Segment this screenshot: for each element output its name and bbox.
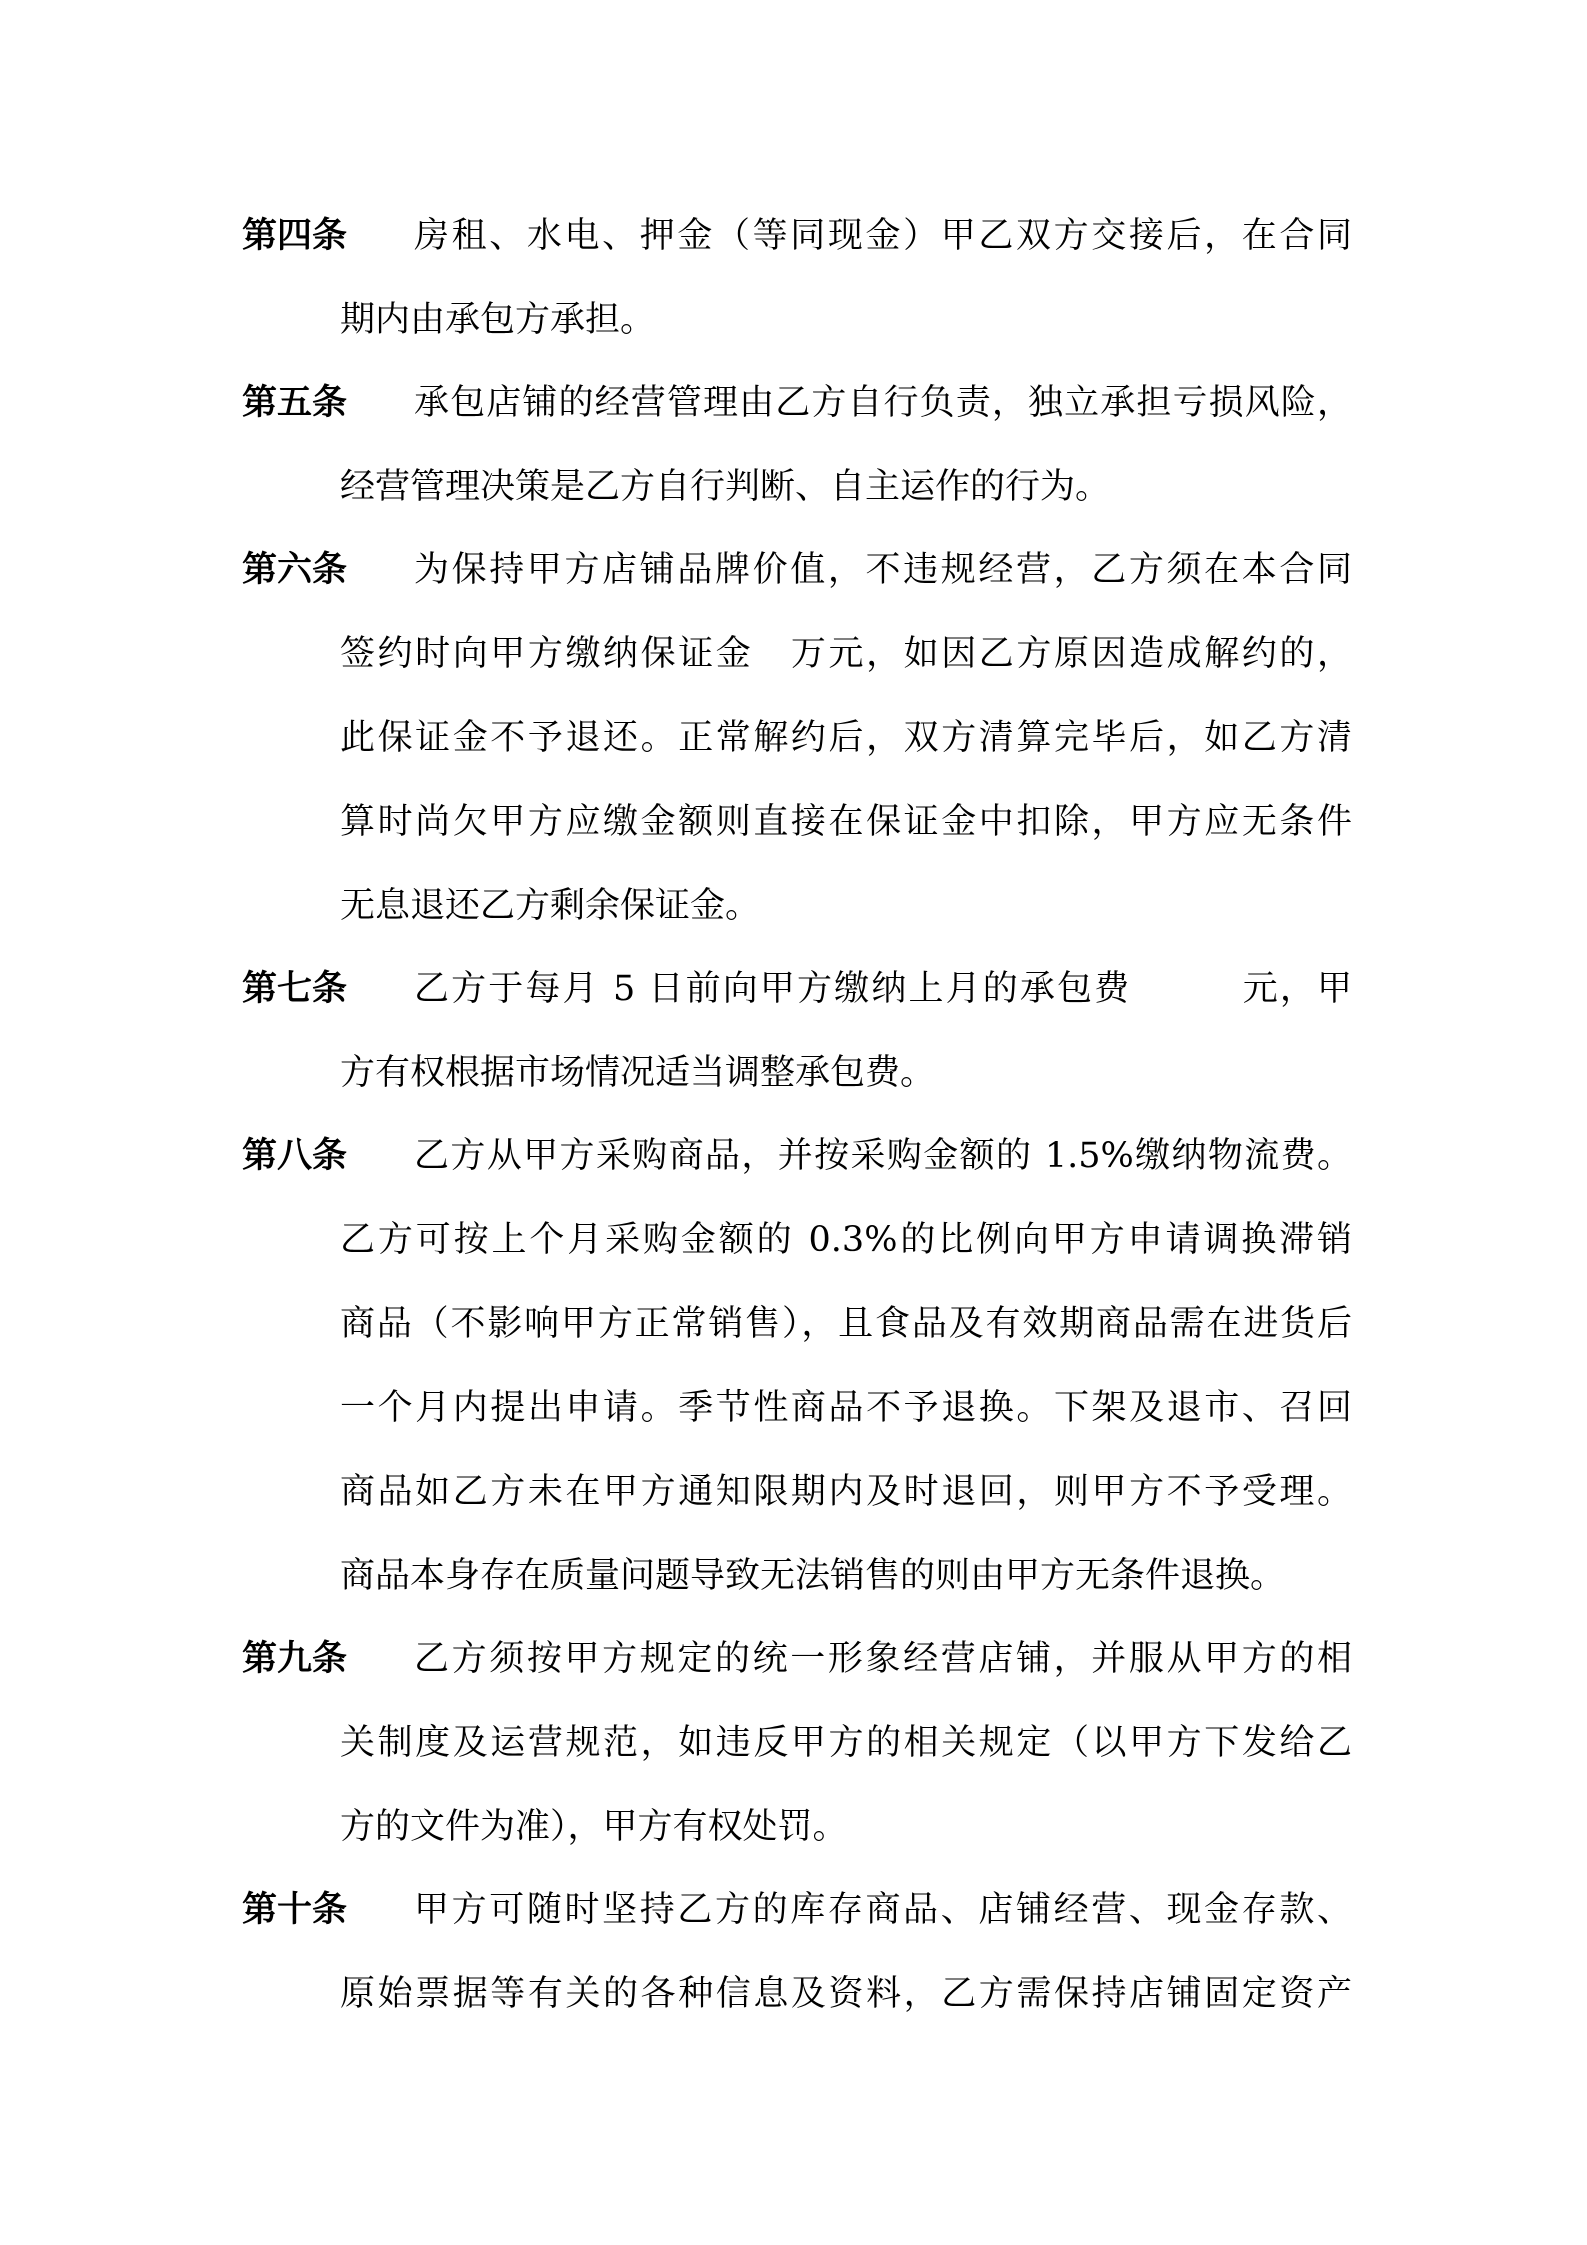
article-number: 第四条 [242, 215, 348, 256]
article-text-line: 商品（不影响甲方正常销售），且食品及有效期商品需在进货后 [340, 1304, 1352, 1344]
article-text-line: 乙方于每月 5 日前向甲方缴纳上月的承包费 元，甲 [414, 969, 1352, 1009]
article-text-line: 无息退还乙方剩余保证金。 [340, 886, 761, 926]
article-text-line: 房租、水电、押金（等同现金）甲乙双方交接后，在合同 [414, 216, 1352, 256]
article-text-line: 乙方须按甲方规定的统一形象经营店铺，并服从甲方的相 [414, 1639, 1352, 1679]
article-text-line: 原始票据等有关的各种信息及资料，乙方需保持店铺固定资产 [340, 1974, 1352, 2014]
article-text-line: 甲方可随时坚持乙方的库存商品、店铺经营、现金存款、 [414, 1890, 1352, 1930]
article-text-line: 方有权根据市场情况适当调整承包费。 [340, 1053, 936, 1093]
article-number: 第九条 [242, 1638, 348, 1679]
article-text-line: 为保持甲方店铺品牌价值，不违规经营，乙方须在本合同 [414, 550, 1352, 590]
article-text-line: 期内由承包方承担。 [340, 300, 656, 340]
article-text-line: 方的文件为准），甲方有权处罚。 [340, 1807, 848, 1847]
article-text-line: 乙方从甲方采购商品，并按采购金额的 1.5%缴纳物流费。 [414, 1136, 1352, 1176]
article-text-line: 承包店铺的经营管理由乙方自行负责，独立承担亏损风险， [414, 383, 1352, 423]
article-number: 第七条 [242, 968, 348, 1009]
article-number: 第八条 [242, 1135, 348, 1176]
article-text-line: 此保证金不予退还。正常解约后，双方清算完毕后，如乙方清 [340, 718, 1352, 758]
article-number: 第五条 [242, 382, 348, 423]
article-text-line: 一个月内提出申请。季节性商品不予退换。下架及退市、召回 [340, 1388, 1352, 1428]
article-text-line: 经营管理决策是乙方自行判断、自主运作的行为。 [340, 467, 1111, 507]
article-number: 第十条 [242, 1889, 348, 1930]
article-text-line: 算时尚欠甲方应缴金额则直接在保证金中扣除，甲方应无条件 [340, 802, 1352, 842]
article-text-line: 乙方可按上个月采购金额的 0.3%的比例向甲方申请调换滞销 [340, 1220, 1352, 1260]
article-text-line: 商品如乙方未在甲方通知限期内及时退回，则甲方不予受理。 [340, 1472, 1352, 1512]
article-text-line: 商品本身存在质量问题导致无法销售的则由甲方无条件退换。 [340, 1556, 1286, 1596]
article-number: 第六条 [242, 549, 348, 590]
article-text-line: 签约时向甲方缴纳保证金 万元，如因乙方原因造成解约的， [340, 634, 1352, 674]
article-text-line: 关制度及运营规范，如违反甲方的相关规定（以甲方下发给乙 [340, 1723, 1352, 1763]
